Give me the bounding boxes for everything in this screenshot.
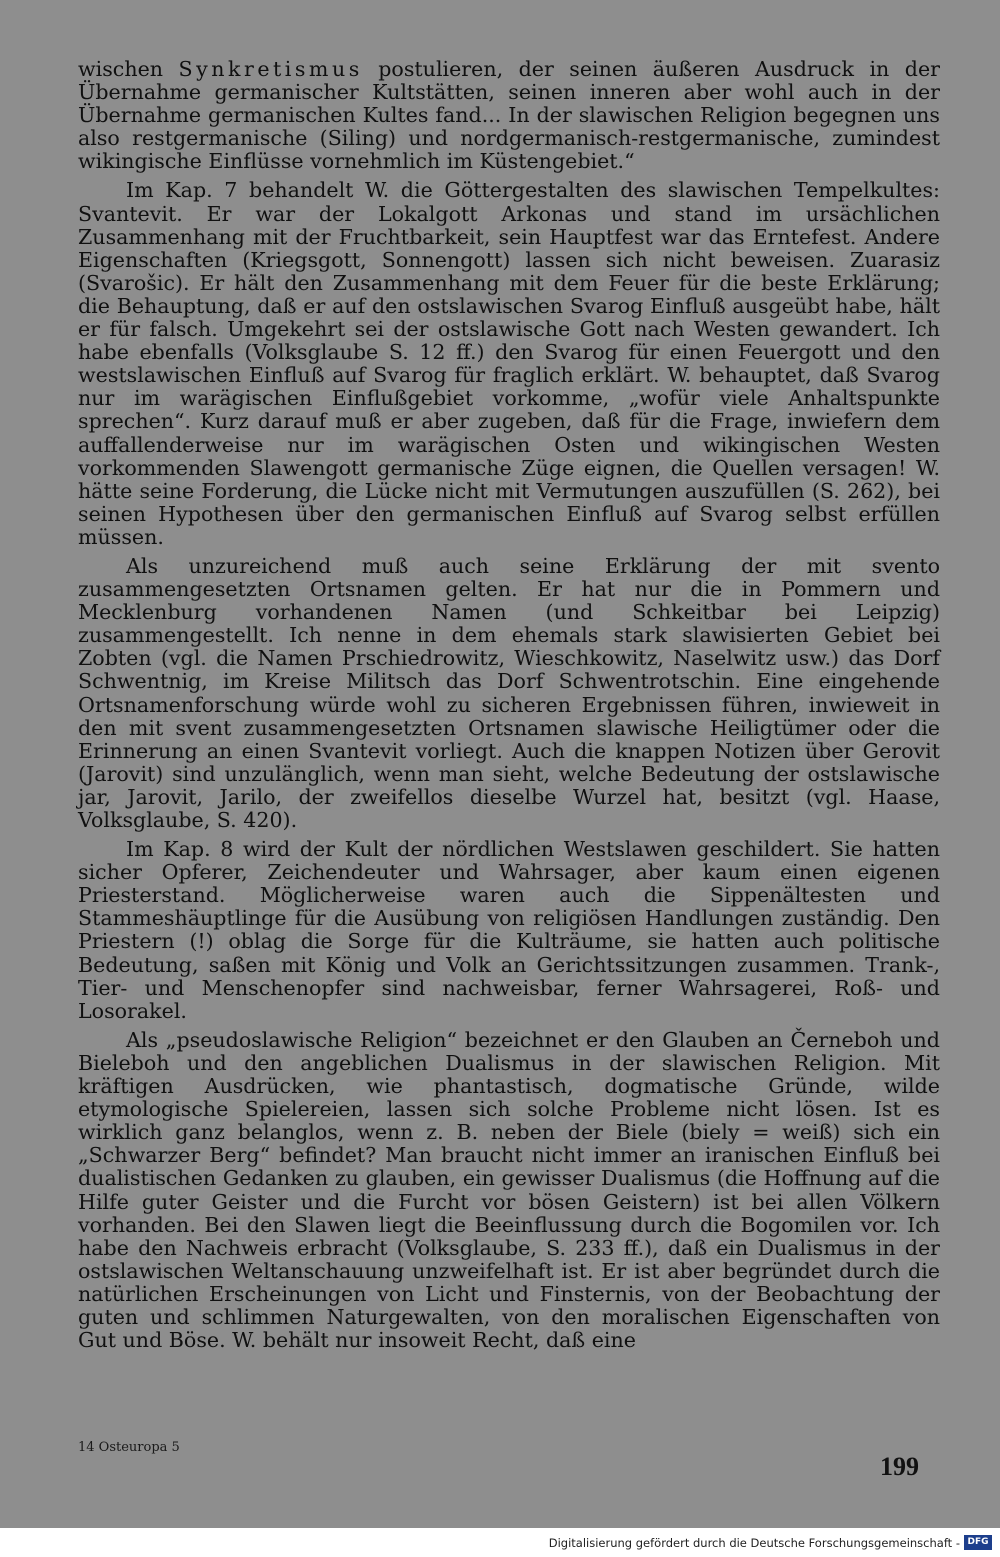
signature-mark: 14 Osteuropa 5 — [78, 1440, 180, 1455]
paragraph-3: Als unzureichend muß auch seine Erklärung der mit svento zusammengesetzten Ortsnamen gelten. Er hat nur die in Pommern und Mecklenburg vorhandenen Namen (und Schkeitbar bei Leipzig) zusammengestellt. Ich nenne in dem ehemals stark slawisierten Gebiet bei Zobten (vgl. die Namen Prschiedrowitz, Wieschkowitz, Naselwitz usw.) das Dorf Schwentnig, im Kreise Militsch das Dorf Schwentrotschin. Eine eingehende Ortsnamenforschung würde wohl zu sicheren Ergebnissen führen, inwieweit in den mit svent zusammengesetzten Ortsnamen slawische Heiligtümer oder die Erinnerung an einen Svantevit vorliegt. Auch die knappen Notizen über Gerovit (Jarovit) sind unzulänglich, wenn man sieht, welche Bedeutung der ostslawische jar, Jarovit, Jarilo, der zweifellos dieselbe Wurzel hat, besitzt (vgl. Haase, Volksglaube, S. 420). — [78, 553, 940, 832]
page-text-column — [78, 58, 940, 1358]
dfg-credit-text: Digitalisierung gefördert durch die Deutsche Forschungsgemeinschaft - — [548, 1536, 960, 1550]
paragraph-2: Im Kap. 7 behandelt W. die Göttergestalten des slawischen Tempelkultes: Svantevit. Er war der Lokalgott Arkonas und stand im ursächlichen Zusammenhang mit der Fruchtbarkeit, sein Hauptfest war das Erntefest. Andere Eigenschaften (Kriegsgott, Sonnengott) lassen sich nicht beweisen. Zuarasiz (Svarošic). Er hält den Zusammenhang mit dem Feuer für die beste Erklärung; die Behauptung, daß er auf den ostslawischen Svarog Einfluß ausgeübt habe, hält er für falsch. Umgekehrt sei der ostslawische Gott nach Westen gewandert. Ich habe ebenfalls (Volksglaube S. 12 ff.) den Svarog für einen Feuergott und den westslawischen Einfluß auf Svarog für fraglich erklärt. W. behauptet, daß Svarog nur im warägischen Einflußgebiet vorkomme, „wofür viele Anhaltspunkte sprechen“. Kurz darauf muß er aber zugeben, daß für die Frage, inwiefern dem auffallenderweise nur im warägischen Osten und wikingischen Westen vorkommenden Slawengott germanische Züge eignen, die Quellen versagen! W. hätte seine Forderung, die Lücke nicht mit Vermutungen auszufüllen (S. 262), bei seinen Hypothesen über den germanischen Einfluß auf Svarog selbst erfüllen müssen. — [78, 178, 940, 549]
paragraph-5: Als „pseudoslawische Religion“ bezeichnet er den Glauben an Černeboh und Bieleboh und den angeblichen Dualismus in der slawischen Religion. Mit kräftigen Ausdrücken, wie phantastisch, dogmatische Gründe, wilde etymologische Spielereien, lassen sich solche Probleme nicht lösen. Ist es wirklich ganz belanglos, wenn z. B. neben der Biele (biely = weiß) sich ein „Schwarzer Berg“ befindet? Man braucht nicht immer an iranischen Einfluß bei dualistischen Gedanken zu glauben, ein gewisser Dualismus (die Hoffnung auf die Hilfe guter Geister und die Furcht vor bösen Geistern) ist bei allen Völkern vorhanden. Bei den Slawen liegt die Beeinflussung durch die Bogomilen vor. Ich habe den Nachweis erbracht (Volksglaube, S. 233 ff.), daß ein Dualismus in der ostslawischen Weltanschauung unzweifelhaft ist. Er ist aber begründet durch die natürlichen Erscheinungen von Licht und Finsternis, von der Beobachtung der guten und schlimmen Naturgewalten, von den moralischen Eigenschaften von Gut und Böse. W. behält nur insoweit Recht, daß eine — [78, 1027, 940, 1353]
paragraph-1-rest: postulieren, der seinen äußeren Ausdruck in der Übernahme germanischer Kultstätten, seinen inneren aber wohl auch in der Übernahme germanischen Kultes fand... In der slawischen Religion begegnen uns also restgermanische (Siling) und nordgermanisch-restgermanische, zumindest wikingische Einflüsse vornehmlich im Küstengebiet.“ — [78, 57, 940, 174]
paragraph-4: Im Kap. 8 wird der Kult der nördlichen Westslawen geschildert. Sie hatten sicher Opferer, Zeichendeuter und Wahrsager, aber kaum einen eigenen Priesterstand. Möglicherweise waren auch die Sippenältesten und Stammeshäuptlinge für die Ausübung von religiösen Handlungen zuständig. Den Priestern (!) oblag die Sorge für die Kulträume, sie hatten auch politische Bedeutung, saßen mit König und Volk an Gerichtssitzungen zusammen. Trank-, Tier- und Menschenopfer sind nachweisbar, ferner Wahrsagerei, Roß- und Losorakel. — [78, 837, 940, 1023]
dfg-logo-icon: DFG — [964, 1535, 992, 1550]
paragraph-1 — [78, 58, 940, 173]
dfg-credit-bar — [0, 1528, 1000, 1557]
spaced-term: Synkretismus — [178, 57, 363, 81]
page-number: 199 — [880, 1452, 919, 1481]
paragraph-1-start: wischen — [78, 57, 179, 81]
